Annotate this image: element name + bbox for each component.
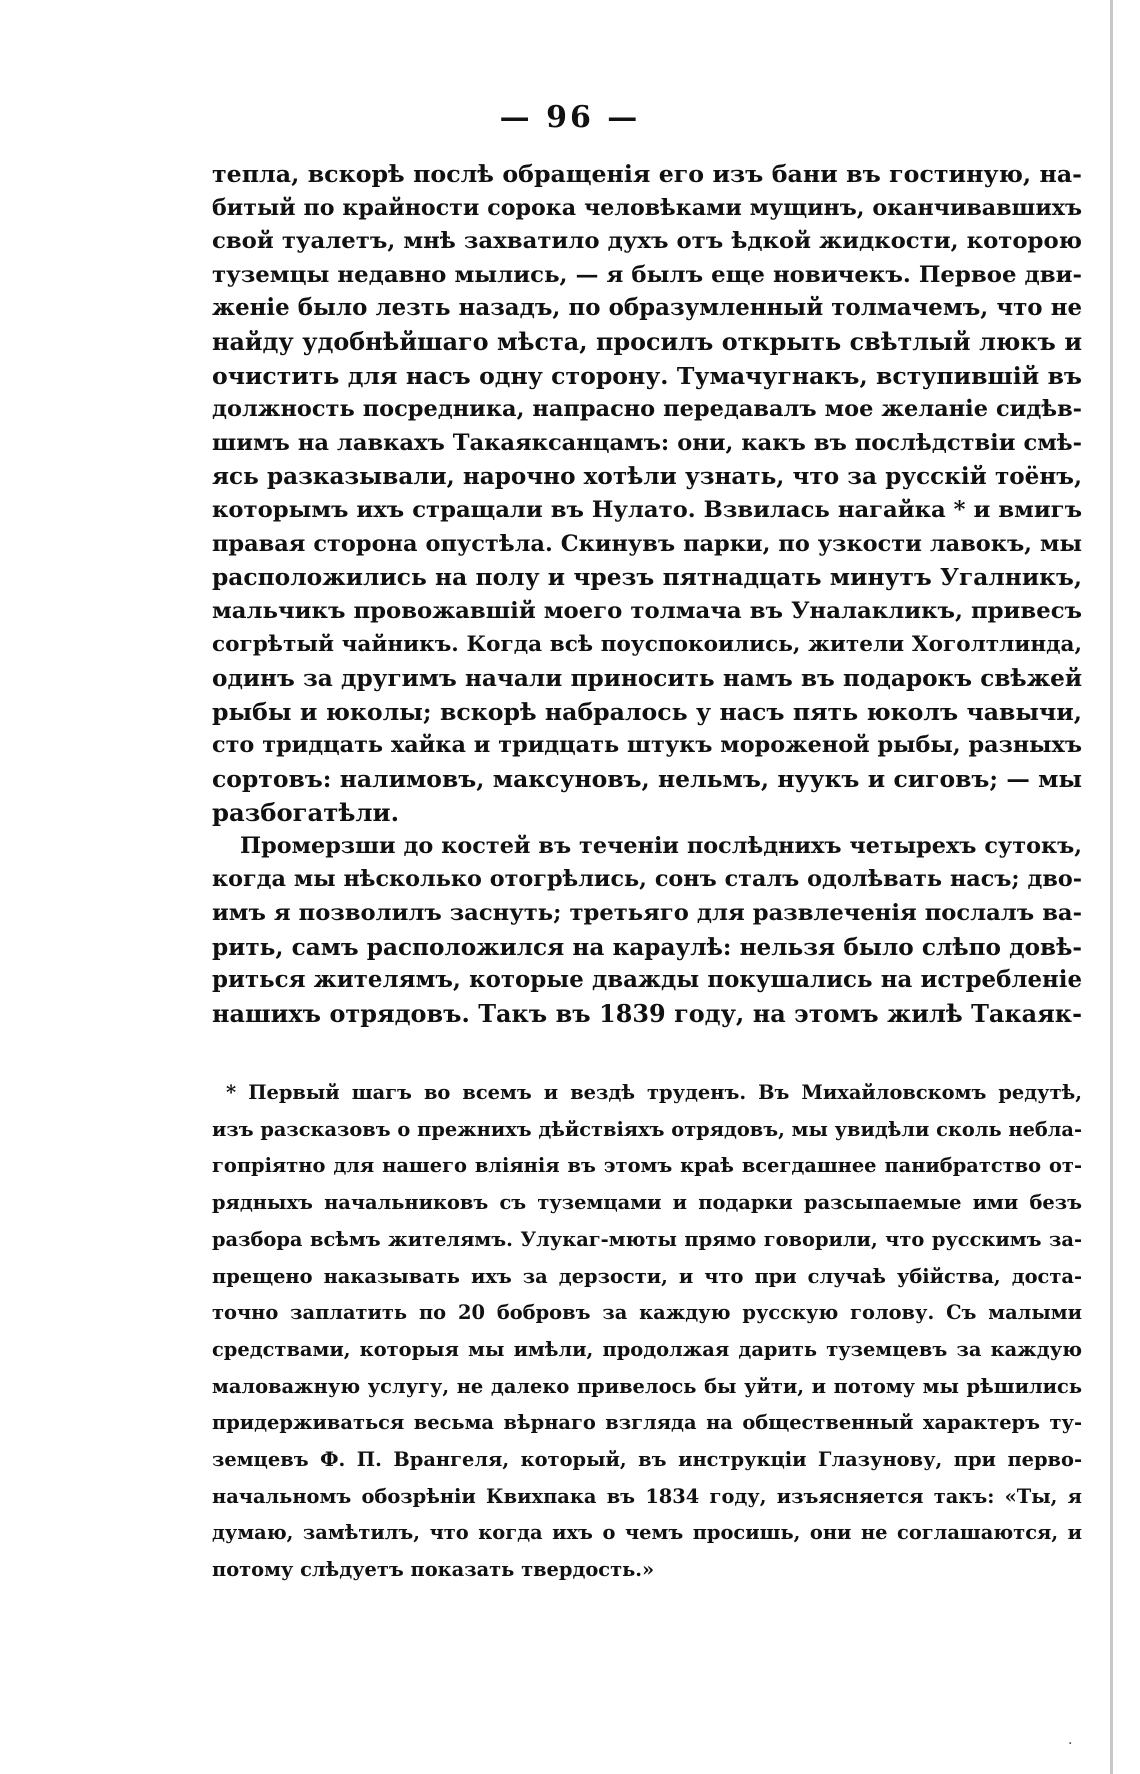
footnote-block [212,1075,1082,1589]
text-line: рыбы и юколы; вскорѣ набралось у насъ пять юколъ чавычи, [212,697,1082,726]
footnote-line-end: потому слѣдуетъ показать твердость.» [212,1558,655,1582]
text-line: когда мы нѣсколько отогрѣлись, сонъ сталъ одолѣвать насъ; дво- [212,866,1082,893]
scan-page-edge [1110,0,1113,1774]
text-line: мальчикъ провожавшій моего толмача въ Уналакликъ, привесъ [212,597,1082,624]
text-line: тепла, вскорѣ послѣ обращенія его изъ бани въ гостиную, на- [212,160,1082,188]
text-line: имъ я позволилъ заснуть; третьяго для развлеченія послалъ ва- [212,900,1082,927]
footnote-line: начальномъ обозрѣніи Квихпака въ 1834 году, изъясняется такъ: «Ты, я [212,1484,1082,1508]
footnote-line: прещено наказывать ихъ за дерзости, и что при случаѣ убійства, доста- [212,1264,1082,1288]
text-line: ясь разказывали, нарочно хотѣли узнать, что за русскій тоёнъ, [212,463,1082,491]
text-line: согрѣтый чайникъ. Когда всѣ поуспокоились, жители Хоголтлинда, [212,632,1082,658]
text-line: туземцы недавно мылись, — я былъ еще новичекъ. Первое дви- [212,261,1082,288]
footnote-line: точно заплатить по 20 бобровъ за каждую русскую голову. Съ малыми [212,1301,1082,1325]
text-line: правая сторона опустѣла. Скинувъ парки, по узкости лавокъ, мы [212,530,1082,557]
text-line: очистить для насъ одну сторону. Тумачугнакъ, вступившій въ [212,361,1082,390]
footnote-line: * Первый шагъ во всемъ и вездѣ труденъ. Въ Михайловскомъ редутѣ, [226,1081,1082,1104]
footnote-line: думаю, замѣтилъ, что когда ихъ о чемъ просишь, они не соглашаются, и [212,1521,1082,1545]
text-line: битый по крайности сорока человѣками мущинъ, оканчивавшихъ [212,194,1082,221]
footnote-line: разбора всѣмъ жителямъ. Улукаг-мюты прямо говорили, что русскимъ за- [212,1227,1082,1251]
footnote-line: придерживаться весьма вѣрнаго взгляда на общественный характеръ ту- [212,1411,1082,1435]
text-line: нашихъ отрядовъ. Такъ въ 1839 году, на этомъ жилѣ Такаяк- [212,999,1082,1028]
text-line: женіе было лезть назадъ, по образумленный толмачемъ, что не [212,295,1082,322]
corner-mark: . [1068,1732,1073,1748]
footnote-line: гопріятно для нашего вліянія въ этомъ краѣ всегдашнее панибратство от- [212,1154,1082,1178]
text-line: шимъ на лавкахъ Такаяксанцамъ: они, какъ въ послѣдствіи смѣ- [212,429,1082,456]
page-number: — 96 — [499,100,641,135]
text-line: одинъ за другимъ начали приносить намъ въ подарокъ свѣжей [212,664,1082,692]
footnote-line: рядныхъ начальниковъ съ туземцами и подарки разсыпаемые ими безъ [212,1191,1082,1215]
text-line: рить, самъ расположился на караулѣ: нельзя было слѣпо довѣ- [212,933,1082,961]
text-line: свой туалетъ, мнѣ захватило духъ отъ ѣдкой жидкости, которою [212,228,1082,255]
text-line: сто тридцать хайка и тридцать штукъ мороженой рыбы, разныхъ [212,732,1082,759]
text-line-paragraph-start: Промерзши до костей въ теченіи послѣднихъ четырехъ сутокъ, [240,832,1082,859]
text-line: которымъ ихъ стращали въ Нулато. Взвилась нагайка * и вмигъ [212,496,1082,523]
footnote-line: маловажную услугу, не далеко привелось бы уйти, и потому мы рѣшились [212,1374,1082,1398]
footnote-line: изъ разсказовъ о прежнихъ дѣйствіяхъ отрядовъ, мы увидѣли сколь небла- [212,1117,1082,1141]
text-line: должность посредника, напрасно передавалъ мое желаніе сидѣв- [212,396,1082,423]
footnote-line: земцевъ Ф. П. Врангеля, который, въ инструкціи Глазунову, при перво- [212,1448,1082,1472]
main-text-block [212,158,1082,1031]
text-line: найду удобнѣйшаго мѣста, просилъ открыть свѣтлый люкъ и [212,327,1082,356]
footnote-line: средствами, которыя мы имѣли, продолжая дарить туземцевъ за каждую [212,1337,1082,1361]
text-line: сортовъ: налимовъ, максуновъ, нельмъ, нуукъ и сиговъ; — мы [212,764,1082,793]
text-line-paragraph-end: разбогатѣли. [212,798,400,828]
text-line: риться жителямъ, которые дважды покушались на истребленіе [212,967,1082,994]
text-line: расположились на полу и чрезъ пятнадцать минутъ Угалникъ, [212,564,1082,592]
